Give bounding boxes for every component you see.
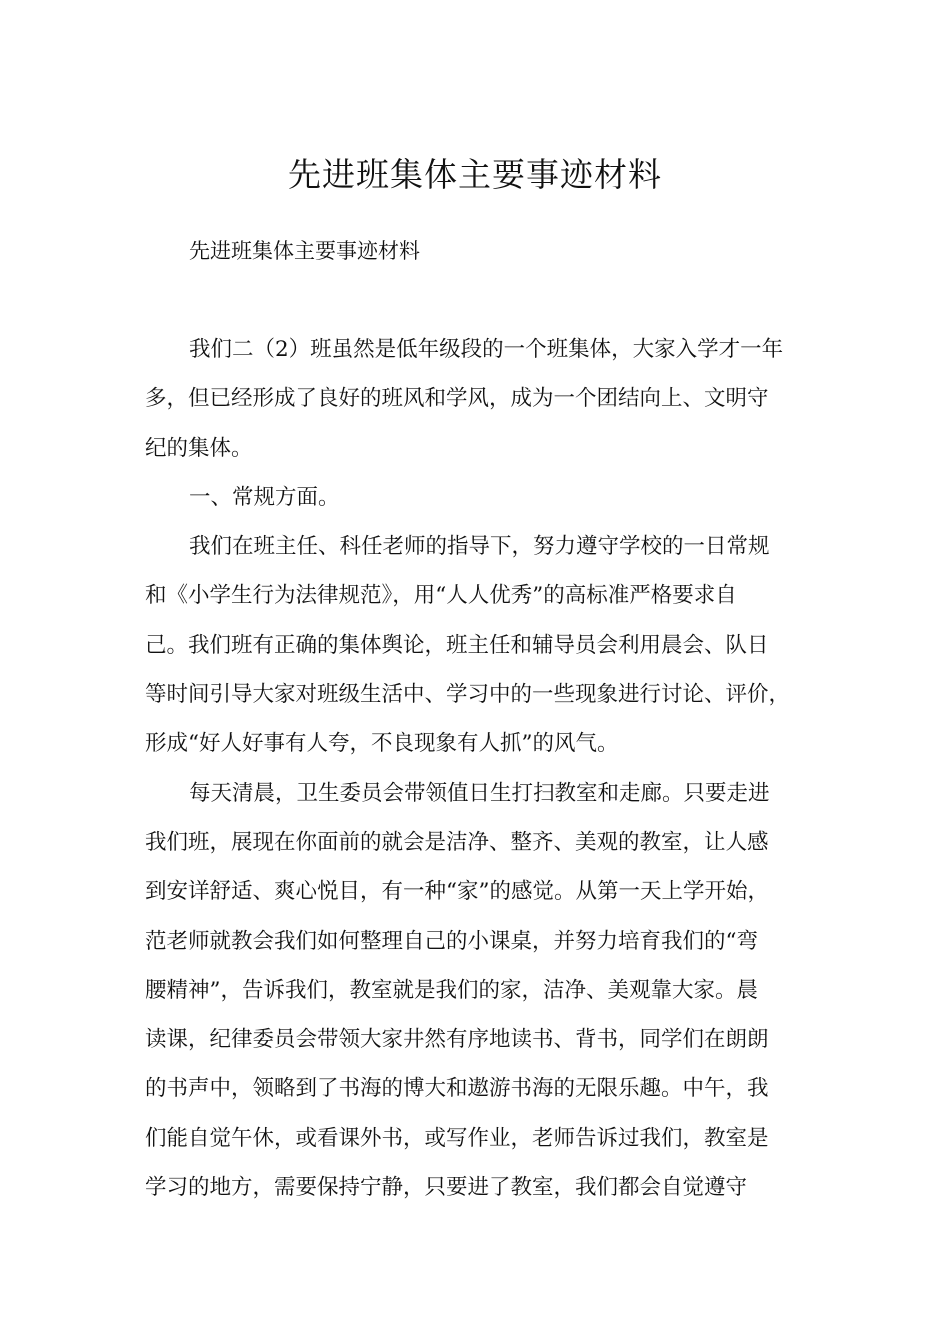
paragraph-line: 到安详舒适、爽心悦目，有一种“家”的感觉。从第一天上学开始， <box>145 879 769 905</box>
section-heading-text: 一、常规方面。 <box>189 484 340 510</box>
section-heading <box>145 482 825 531</box>
paragraph-line: 我们在班主任、科任老师的指导下，努力遵守学校的一日常规 <box>189 534 770 560</box>
paragraph-line: 等时间引导大家对班级生活中、学习中的一些现象进行讨论、评价， <box>145 682 791 708</box>
paragraph-line: 形成“好人好事有人夸，不良现象有人抓”的风气。 <box>145 731 619 757</box>
paragraph-line: 每天清晨，卫生委员会带领值日生打扫教室和走廊。只要走进 <box>189 780 770 806</box>
paragraph-line: 我们班，展现在你面前的就会是洁净、整齐、美观的教室，让人感 <box>145 829 769 855</box>
paragraph-line: 我们二（2）班虽然是低年级段的一个班集体，大家入学才一年 <box>189 337 784 362</box>
paragraph-line: 范老师就教会我们如何整理自己的小课桌，并努力培育我们的“弯 <box>145 928 758 954</box>
paragraph-line: 纪的集体。 <box>145 435 253 461</box>
paragraph-line: 学习的地方，需要保持宁静，只要进了教室，我们都会自觉遵守 <box>145 1175 748 1201</box>
paragraph-line: 多，但已经形成了良好的班风和学风，成为一个团结向上、文明守 <box>145 386 769 412</box>
document-subtitle: 先进班集体主要事迹材料 <box>189 239 420 263</box>
paragraph-line: 们能自觉午休，或看课外书，或写作业，老师告诉过我们，教室是 <box>145 1125 769 1151</box>
paragraph-intro <box>145 334 825 482</box>
paragraph-line: 读课，纪律委员会带领大家井然有序地读书、背书，同学们在朗朗 <box>145 1027 769 1053</box>
paragraph-line: 己。我们班有正确的集体舆论，班主任和辅导员会利用晨会、队日 <box>145 632 769 658</box>
paragraph-line: 和《小学生行为法律规范》，用“人人优秀”的高标准严格要求自 <box>145 583 737 609</box>
paragraph-line: 的书声中，领略到了书海的博大和遨游书海的无限乐趣。中午，我 <box>145 1076 769 1102</box>
paragraph-routine <box>145 531 825 777</box>
paragraph-line: 腰精神”，告诉我们，教室就是我们的家，洁净、美观靠大家。晨 <box>145 977 758 1003</box>
paragraph-daily-life <box>145 778 825 1222</box>
document-title: 先进班集体主要事迹材料 <box>288 155 662 195</box>
document-body <box>145 334 825 1221</box>
